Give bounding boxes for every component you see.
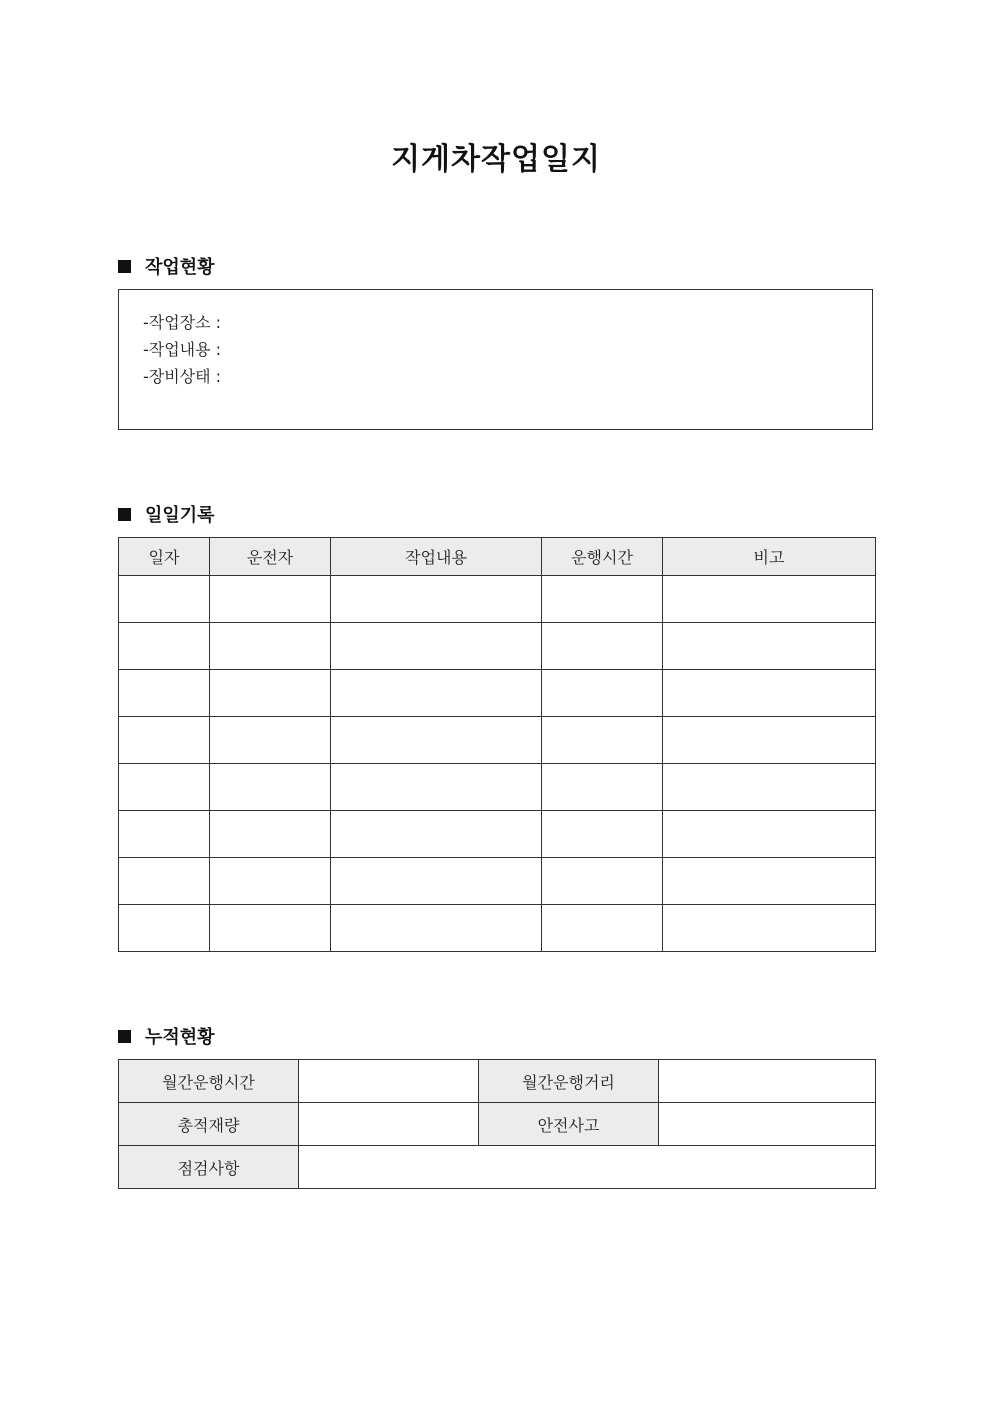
column-header-remarks: 비고 <box>663 538 876 576</box>
table-cell[interactable] <box>331 905 542 952</box>
column-header-date: 일자 <box>119 538 210 576</box>
table-cell[interactable] <box>663 576 876 623</box>
black-square-icon <box>118 260 131 273</box>
table-row <box>119 811 876 858</box>
daily-record-heading-label: 일일기록 <box>145 505 215 526</box>
table-cell[interactable] <box>331 764 542 811</box>
table-cell[interactable] <box>331 811 542 858</box>
table-cell[interactable] <box>331 670 542 717</box>
table-cell[interactable] <box>210 811 331 858</box>
monthly-distance-label: 월간운행거리 <box>479 1060 659 1103</box>
table-cell[interactable] <box>210 717 331 764</box>
table-header-row <box>119 538 876 576</box>
table-cell[interactable] <box>210 905 331 952</box>
column-header-operating-hours: 운행시간 <box>542 538 663 576</box>
table-cell[interactable] <box>119 623 210 670</box>
table-cell[interactable] <box>119 717 210 764</box>
total-load-value[interactable] <box>299 1103 479 1146</box>
document-title: 지게차작업일지 <box>391 142 601 177</box>
work-status-box <box>118 289 873 430</box>
total-load-label: 총적재량 <box>119 1103 299 1146</box>
table-cell[interactable] <box>210 764 331 811</box>
table-row <box>119 1060 876 1103</box>
table-cell[interactable] <box>663 905 876 952</box>
column-header-work-content: 작업내용 <box>331 538 542 576</box>
inspection-value[interactable] <box>299 1146 876 1189</box>
monthly-distance-value[interactable] <box>659 1060 876 1103</box>
column-header-driver: 운전자 <box>210 538 331 576</box>
table-cell[interactable] <box>119 858 210 905</box>
table-cell[interactable] <box>663 811 876 858</box>
table-cell[interactable] <box>542 811 663 858</box>
table-row <box>119 576 876 623</box>
table-row <box>119 1146 876 1189</box>
work-content-label: -작업내용 : <box>143 340 222 359</box>
table-cell[interactable] <box>119 764 210 811</box>
daily-record-heading <box>118 501 215 527</box>
table-cell[interactable] <box>663 717 876 764</box>
table-row <box>119 717 876 764</box>
table-cell[interactable] <box>331 717 542 764</box>
table-cell[interactable] <box>663 670 876 717</box>
cumulative-heading <box>118 1023 215 1049</box>
table-cell[interactable] <box>119 576 210 623</box>
equipment-status-line[interactable] <box>143 364 221 387</box>
daily-record-table <box>118 537 876 952</box>
table-cell[interactable] <box>210 576 331 623</box>
cumulative-table <box>118 1059 876 1189</box>
monthly-hours-label: 월간운행시간 <box>119 1060 299 1103</box>
table-cell[interactable] <box>331 623 542 670</box>
table-cell[interactable] <box>542 764 663 811</box>
work-status-heading <box>118 253 215 279</box>
safety-accident-label: 안전사고 <box>479 1103 659 1146</box>
table-cell[interactable] <box>542 858 663 905</box>
black-square-icon <box>118 508 131 521</box>
table-row <box>119 858 876 905</box>
table-cell[interactable] <box>542 576 663 623</box>
table-cell[interactable] <box>331 576 542 623</box>
equipment-status-label: -장비상태 : <box>143 367 222 386</box>
work-content-line[interactable] <box>143 337 221 360</box>
table-cell[interactable] <box>210 858 331 905</box>
black-square-icon <box>118 1030 131 1043</box>
monthly-hours-value[interactable] <box>299 1060 479 1103</box>
table-row <box>119 764 876 811</box>
table-cell[interactable] <box>210 623 331 670</box>
table-row <box>119 1103 876 1146</box>
cumulative-heading-label: 누적현황 <box>145 1027 215 1048</box>
work-location-label: -작업장소 : <box>143 313 222 332</box>
table-cell[interactable] <box>663 764 876 811</box>
table-cell[interactable] <box>663 623 876 670</box>
table-row <box>119 905 876 952</box>
table-cell[interactable] <box>119 670 210 717</box>
table-cell[interactable] <box>542 670 663 717</box>
table-row <box>119 670 876 717</box>
work-status-heading-label: 작업현황 <box>145 257 215 278</box>
table-cell[interactable] <box>119 811 210 858</box>
table-cell[interactable] <box>663 858 876 905</box>
table-cell[interactable] <box>331 858 542 905</box>
work-location-line[interactable] <box>143 310 221 333</box>
table-row <box>119 623 876 670</box>
table-cell[interactable] <box>542 717 663 764</box>
table-cell[interactable] <box>542 623 663 670</box>
table-cell[interactable] <box>119 905 210 952</box>
safety-accident-value[interactable] <box>659 1103 876 1146</box>
table-cell[interactable] <box>210 670 331 717</box>
inspection-label: 점검사항 <box>119 1146 299 1189</box>
table-cell[interactable] <box>542 905 663 952</box>
